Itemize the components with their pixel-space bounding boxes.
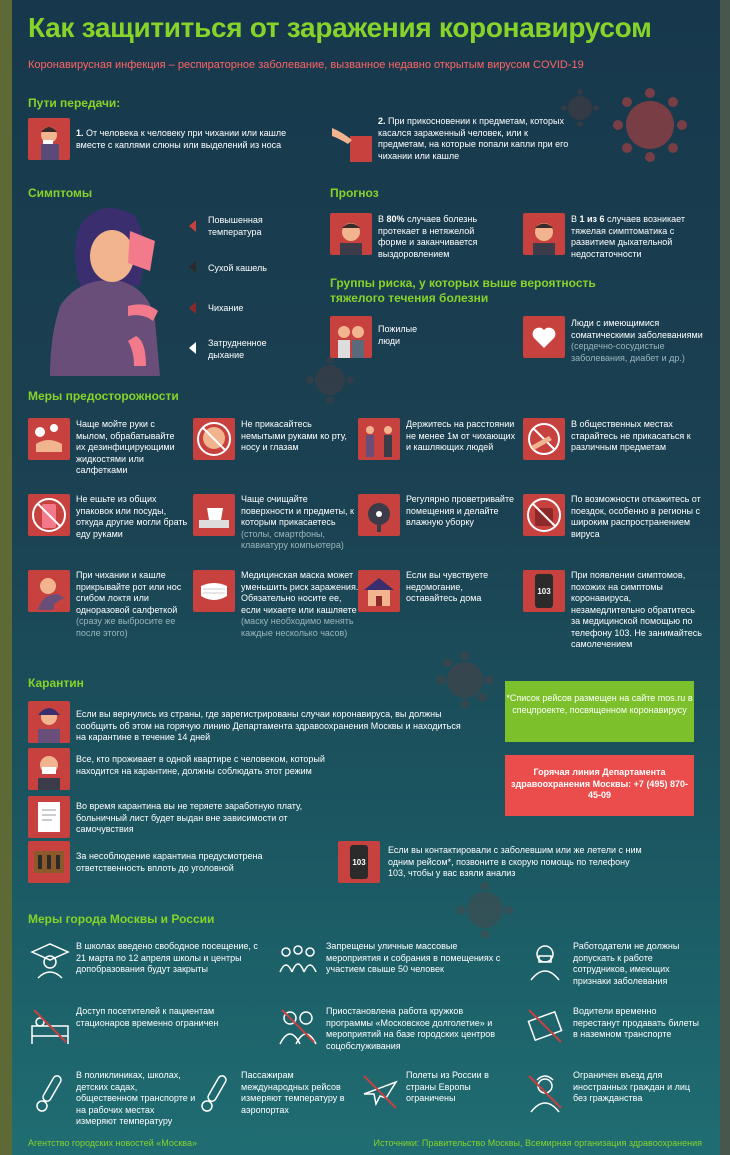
city-measure-7: В поликлиниках, школах, детских садах, общественном транспорте и на рабочих местах измеряют температуру [76,1070,196,1126]
symptoms-heading: Симптомы [28,186,93,200]
quarantine-text-2: Все, кто проживает в одной квартире с человеком, который находится на карантине, должны соблюдать этот режим [76,754,325,776]
risk-elderly: Пожилые люди [378,324,418,346]
city-measure-1: В школах введено свободное посещение, с 21 марта по 12 апреля школы и центры допобразования будут закрыты [76,941,258,974]
prognosis2-pre: В [571,214,580,224]
phone-103-icon [338,841,380,883]
precaution-6-note: (столы, смартфоны, клавиатуру компьютера) [241,528,344,550]
city-measure-8: Пассажирам международных рейсов измеряют температуру в аэропортах [241,1070,345,1115]
precaution-9-text: При чихании и кашле прикрывайте рот или нос сгибом локтя или одноразовой салфеткой [76,570,182,615]
wash-hands-icon [28,418,70,460]
hotline-box: Горячая линия Департамента здравоохранения Москвы: +7 (495) 870-45-09 [505,755,694,816]
footer-left: Агентство городских новостей «Москва» [28,1138,197,1148]
svg-text:103: 103 [537,587,551,596]
sick-woman-icon [40,196,170,376]
flights-note-box: *Список рейсов размещен на сайте mos.ru в спецпроекте, посвященном коронавирусу [505,681,694,742]
city-heading: Меры города Москвы и России [28,912,215,926]
precaution-2-text: Не прикасайтесь немытыми руками ко рту, носу и глазам [241,419,347,452]
city-measure-5: Приостановлена работа кружков программы «Московское долголетие» и мероприятий на базе городских центров соцобслуживания [326,1006,496,1051]
precaution-10-note: (маску необходимо менять каждые несколько часов) [241,616,354,638]
masked-man-icon [28,748,70,790]
precaution-1-text: Чаще мойте руки с мылом, обрабатывайте их дезинфицирующими жидкостями или салфетками [76,419,175,475]
crowd-icon [276,938,320,982]
right-frame [720,0,730,1155]
sneeze-elbow-icon [28,570,70,612]
precaution-8-text: По возможности откажитесь от поездок, особенно в регионы с широким распространением вируса [571,494,701,539]
virus-icon [455,880,515,940]
precautions-heading: Меры предосторожности [28,389,179,403]
transmission-heading: Пути передачи: [28,96,121,110]
prognosis1-post: случаев болезнь протекает в нетяжелой форме и заканчивается выздоровлением [378,214,478,259]
precaution-9-note: (сразу же выбросите ее после этого) [76,616,176,638]
precaution-4-text: В общественных местах старайтесь не прикасаться к различным предметам [571,419,691,452]
precaution-12-text: При появлении симптомов, похожих на симптомы коронавируса, незамедлительно обратитесь за медицинской помощью по телефону 103. Не занимайтесь самолечением [571,570,702,649]
symptom-cough: Сухой кашель [208,263,267,273]
sad-man-icon [330,213,372,255]
quarantine-woman-icon [28,701,70,743]
city-measure-4: Доступ посетителей к пациентам стационаров временно ограничен [76,1006,219,1028]
hospital-bed-icon [28,1004,72,1048]
quarantine-text-4: За несоблюдение карантина предусмотрена ответственность вплоть до уголовной [76,851,263,873]
prognosis-heading: Прогноз [330,186,379,200]
prognosis1-pre: В [378,214,387,224]
no-touch-face-icon [193,418,235,460]
transmission-text-2: При прикосновении к предметам, которых касался зараженный человек, или к предметам, на которые попали капли при его чихании или кашле [378,116,569,161]
hand-touch-icon [328,118,372,162]
virus-icon [610,85,690,165]
prognosis2-post: случаев возникает тяжелая симптоматика с развитием дыхательной недостаточности [571,214,685,259]
transmission-text-1: От человека к человеку при чихании или кашле вместе с каплями слюны или выделений из носа [76,128,287,150]
no-tickets-icon [523,1004,567,1048]
sick-leave-doc-icon [28,796,70,838]
city-measure-3: Работодатели не должны допускать к работе сотрудников, имеющих признаки заболевания [573,941,680,986]
elderly-couple-icon [330,316,372,358]
quarantine-heading: Карантин [28,676,84,690]
risk-chronic-note: (сердечно-сосудистые заболевания, диабет и др.) [571,341,685,363]
no-shared-food-icon [28,494,70,536]
quarantine-text-3: Во время карантина вы не теряете заработную плату, больничный лист будет выдан вне зависимости от самочувствия [76,801,303,834]
elderly-group-icon [276,1004,320,1048]
phone-number-label: 103 [352,858,366,867]
left-frame [0,0,12,1155]
thermometer-icon [28,1070,72,1114]
wipe-surface-icon [193,494,235,536]
no-flight-icon [358,1070,402,1114]
prison-bars-icon [28,841,70,883]
stay-home-icon [358,570,400,612]
page-title: Как защититься от заражения коронавирусом [28,12,652,43]
sad-man-icon [523,213,565,255]
school-icon [28,938,72,982]
border-guard-icon [523,1070,567,1114]
prognosis1-bold: 80% [386,214,405,224]
precaution-7-text: Регулярно проветривайте помещения и делайте влажную уборку [406,494,514,527]
risk-chronic: Люди с имеющимися соматическими заболеваниями [571,318,703,340]
ventilation-fan-icon [358,494,400,536]
heart-icon [523,316,565,358]
sick-employee-icon [523,938,567,982]
medical-mask-icon [193,570,235,612]
precaution-3-text: Держитесь на расстоянии не менее 1м от чихающих и кашляющих людей [406,419,516,452]
city-measure-10: Ограничен въезд для иностранных граждан и лиц без гражданства [573,1070,691,1103]
city-measure-2: Запрещены уличные массовые мероприятия и собрания в помещениях с участием свыше 50 человек [326,941,501,974]
thermometer-plane-icon [193,1070,237,1114]
footer-right: Источники: Правительство Москвы, Всемирная организация здравоохранения [373,1138,702,1148]
quarantine-contact: Если вы контактировали с заболевшим или же летели с ним одним рейсом*, позвоните в скорую помощь по телефону 103, чтобы у вас взяли анализ [388,845,642,878]
virus-icon [305,355,355,405]
city-measure-6: Водители временно перестанут продавать билеты в наземном транспорте [573,1006,699,1039]
symptom-fever: Повышенная температура [208,215,263,237]
prognosis2-bold: 1 из 6 [579,214,605,224]
precaution-10-text: Медицинская маска может уменьшить риск заражения. Обязательно носите ее, если чихаете или кашляете [241,570,359,615]
man-coughing-icon [28,118,70,160]
risk-heading: Группы риска, у которых выше вероятность тяжелого течения болезни [330,276,596,305]
symptom-breathing: Затрудненное дыхание [208,338,267,360]
distance-icon [358,418,400,460]
phone-103-icon [523,570,565,612]
virus-icon [435,650,495,710]
no-touch-hand-icon [523,418,565,460]
page-subtitle: Коронавирусная инфекция – респираторное заболевание, вызванное недавно открытым вирусом COVID-19 [28,59,584,71]
symptom-sneeze: Чихание [208,303,244,313]
precaution-5-text: Не ешьте из общих упаковок или посуды, откуда другие могли брать еду руками [76,494,188,539]
precaution-6-text: Чаще очищайте поверхности и предметы, к которым прикасаетесь [241,494,354,527]
transmission-num-2: 2. [378,116,386,126]
no-travel-icon [523,494,565,536]
city-measure-9: Полеты из России в страны Европы ограничены [406,1070,489,1103]
quarantine-text-1: Если вы вернулись из страны, где зарегистрированы случаи коронавируса, вы должны сообщить об этом на горячую линию Департамента здравоохранения Москвы и находиться на карантине в течение 14 дней [76,709,461,742]
precaution-11-text: Если вы чувствуете недомогание, оставайтесь дома [406,570,489,603]
transmission-num-1: 1. [76,128,84,138]
